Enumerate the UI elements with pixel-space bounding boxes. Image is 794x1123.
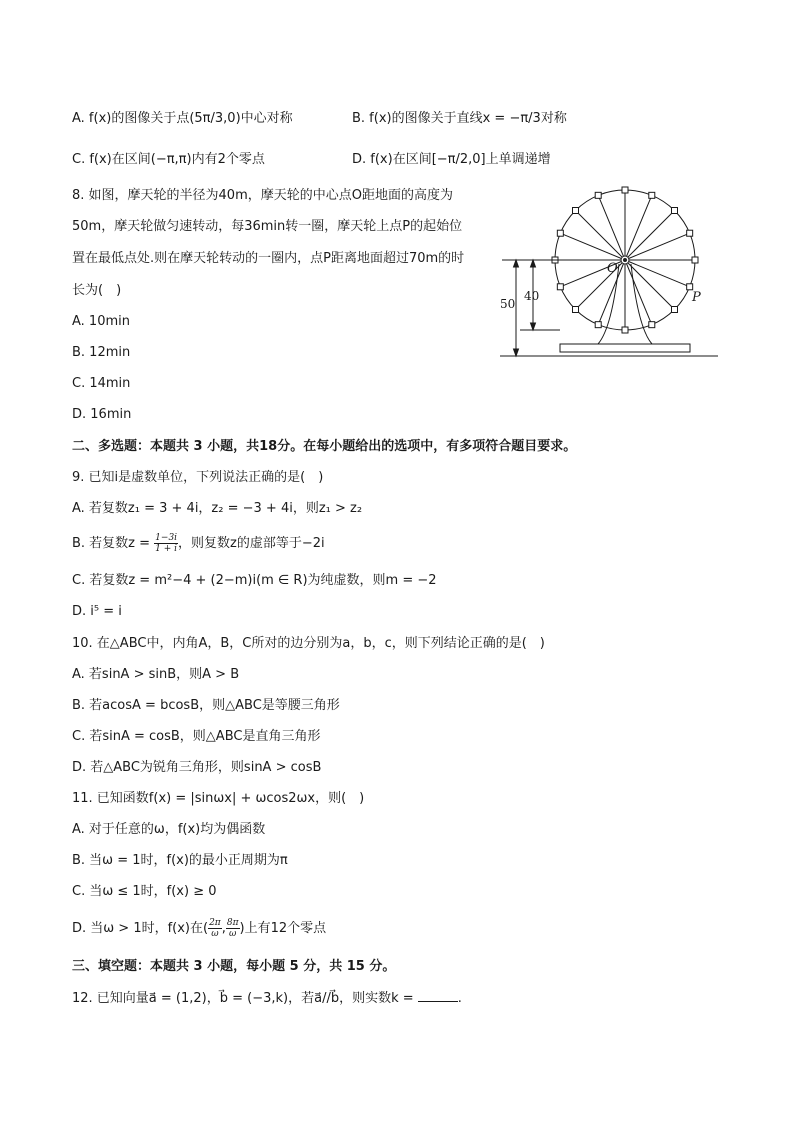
q10-stem: 10. 在△ABC中，内角A，B，C所对的边分别为a，b，c，则下列结论正确的是( ) — [72, 636, 545, 651]
q8-option-c: C. 14min — [72, 376, 131, 391]
q9-option-b-suffix: ，则复数z的虚部等于−2i — [178, 536, 325, 551]
label-p: P — [692, 290, 701, 305]
q8-option-d: D. 16min — [72, 407, 132, 422]
wheel-spoke — [625, 211, 674, 260]
wheel-cabin — [622, 187, 628, 193]
q10-option-d: D. 若△ABC为锐角三角形，则sinA > cosB — [72, 760, 322, 775]
q11-option-b: B. 当ω = 1时，f(x)的最小正周期为π — [72, 853, 288, 868]
wheel-cabin — [595, 322, 601, 328]
label-o: O — [607, 261, 618, 276]
q9-option-c: C. 若复数z = m²−4 + (2−m)i(m ∈ R)为纯虚数，则m = −2 — [72, 573, 437, 588]
q8-stem-line-1: 8. 如图，摩天轮的半径为40m，摩天轮的中心点O距地面的高度为 — [72, 188, 453, 203]
q8-option-a: A. 10min — [72, 314, 130, 329]
q8-stem-line-4: 长为( ) — [72, 283, 122, 298]
q11-stem: 11. 已知函数f(x) = |sinωx| + ωcos2ωx，则( ) — [72, 791, 365, 806]
q7-option-c: C. f(x)在区间(−π,π)内有2个零点 — [72, 152, 265, 167]
q11-fraction-1 — [208, 918, 222, 939]
wheel-cabin — [557, 230, 563, 236]
q8-stem-line-2: 50m，摩天轮做匀速转动，每36min转一圈，摩天轮上点P的起始位 — [72, 219, 463, 234]
q10-option-a: A. 若sinA > sinB，则A > B — [72, 667, 240, 682]
q11-option-d: D. 当ω > 1时，f(x)在( $\frac{2\pi}{\omega}$ , $\frac{8\pi}{\omega}$ )上有12个零点 — [72, 918, 327, 939]
section-2-heading: 二、多选题：本题共 3 小题，共18分。在每小题给出的选项中，有多项符合题目要求。 — [72, 439, 577, 454]
wheel-cabin — [671, 306, 677, 312]
q12-stem-text: 12. 已知向量a⃗ = (1,2)，b⃗ = (−3,k)，若a⃗//b⃗，则实数k = — [72, 991, 418, 1006]
label-50: 50 — [500, 297, 516, 311]
q9-option-a: A. 若复数z₁ = 3 + 4i，z₂ = −3 + 4i，则z₁ > z₂ — [72, 501, 363, 516]
answer-blank[interactable] — [418, 989, 458, 1002]
wheel-cabin — [649, 192, 655, 198]
q7-option-b: B. f(x)的图像关于直线x = −π/3对称 — [352, 111, 567, 126]
wheel-spoke — [625, 260, 674, 309]
wheel-cabin — [595, 192, 601, 198]
q9-option-d: D. i⁵ = i — [72, 604, 122, 619]
wheel-cabin — [671, 208, 677, 214]
q11-option-d-prefix: D. 当ω > 1时，f(x)在( — [72, 921, 209, 936]
q11-option-c: C. 当ω ≤ 1时，f(x) ≥ 0 — [72, 884, 217, 899]
q7-option-d: D. f(x)在区间[−π/2,0]上单调递增 — [352, 152, 551, 167]
q11-option-d-suffix: )上有12个零点 — [239, 921, 327, 936]
q9-fraction — [154, 533, 178, 554]
wheel-cabin — [573, 208, 579, 214]
wheel-cabin — [573, 306, 579, 312]
wheel-cabin — [557, 284, 563, 290]
wheel-cabin — [649, 322, 655, 328]
q11-fraction-1-numerator: 2π — [209, 918, 221, 928]
wheel-spoke — [576, 211, 625, 260]
q11-fraction-2-denominator: ω — [229, 929, 237, 939]
q11-fraction-2-numerator: 8π — [226, 918, 239, 928]
q9-stem: 9. 已知i是虚数单位，下列说法正确的是( ) — [72, 470, 324, 485]
wheel-cabin — [687, 230, 693, 236]
q12-stem — [72, 989, 462, 1008]
q9-option-b — [72, 533, 325, 554]
q8-option-b: B. 12min — [72, 345, 131, 360]
q8-stem-line-3: 置在最低点处.则在摩天轮转动的一圈内，点P距离地面超过70m的时 — [72, 251, 465, 266]
q9-fraction-numerator: 1−3i — [155, 533, 178, 543]
wheel-cabin — [687, 284, 693, 290]
q9-fraction-denominator: 1 + i — [155, 544, 178, 554]
ferris-wheel-figure — [500, 178, 725, 363]
q10-option-c: C. 若sinA = cosB，则△ABC是直角三角形 — [72, 729, 321, 744]
q11-fraction-2 — [226, 918, 240, 939]
wheel-cabin — [622, 327, 628, 333]
q9-option-b-prefix: B. 若复数z = — [72, 536, 155, 551]
section-3-heading: 三、填空题：本题共 3 小题，每小题 5 分，共 15 分。 — [72, 959, 396, 974]
q11-option-a: A. 对于任意的ω，f(x)均为偶函数 — [72, 822, 266, 837]
q12-period: . — [457, 991, 462, 1006]
wheel-cabin — [692, 257, 698, 263]
label-40: 40 — [524, 289, 540, 303]
q10-option-b: B. 若acosA = bcosB，则△ABC是等腰三角形 — [72, 698, 340, 713]
q7-option-a: A. f(x)的图像关于点(5π/3,0)中心对称 — [72, 111, 293, 126]
q11-fraction-1-denominator: ω — [211, 929, 219, 939]
